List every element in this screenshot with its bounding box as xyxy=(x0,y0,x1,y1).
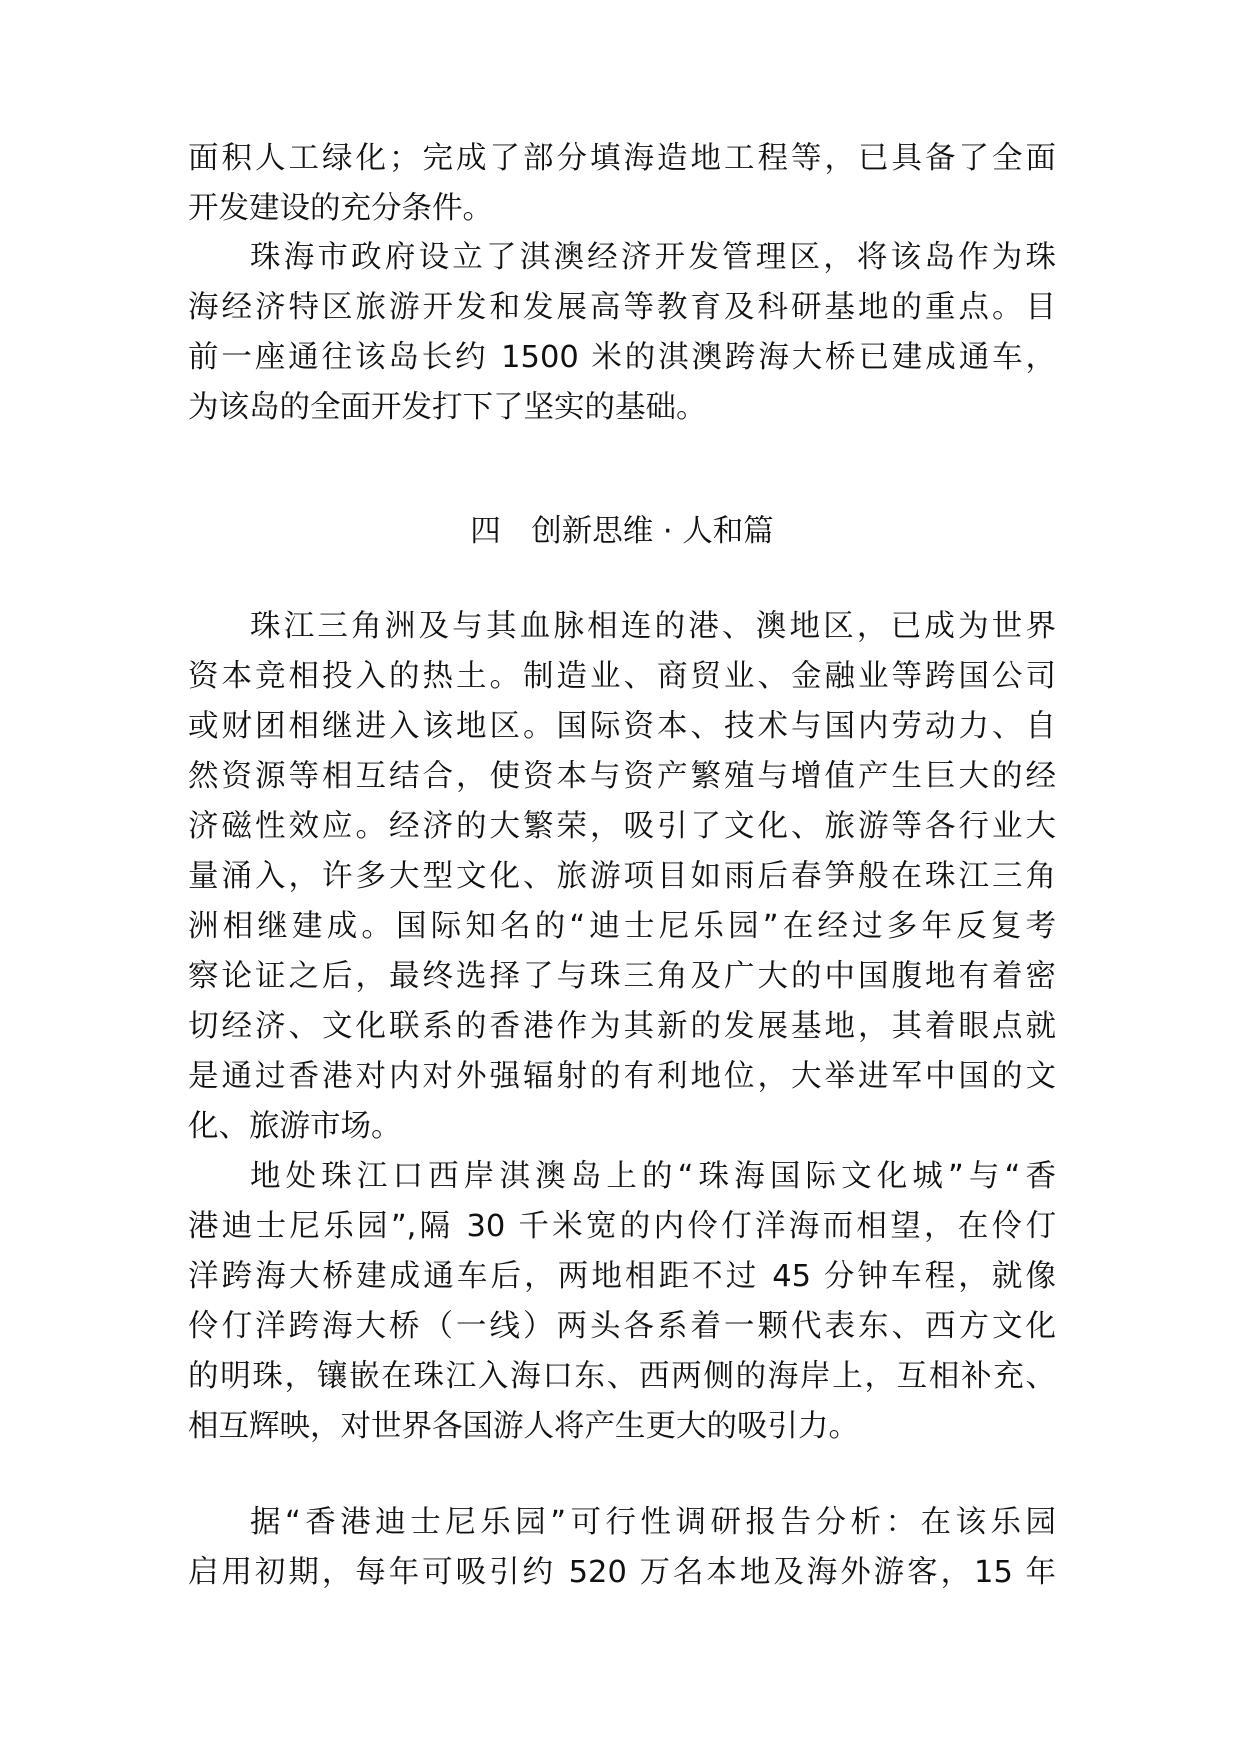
paragraph-4 xyxy=(188,1152,1056,1452)
paragraph-5 xyxy=(188,1498,1056,1598)
paragraph-line: 资本竞相投入的热土。制造业、商贸业、金融业等跨国公司 xyxy=(188,659,1056,694)
paragraph-line: 海经济特区旅游开发和发展高等教育及科研基地的重点。目 xyxy=(188,290,1056,325)
paragraph-line: 然资源等相互结合，使资本与资产繁殖与增值产生巨大的经 xyxy=(188,759,1056,794)
paragraph-line: 珠江三角洲及与其血脉相连的港、澳地区，已成为世界 xyxy=(250,609,1056,644)
paragraph-line: 化、旅游市场。 xyxy=(188,1109,402,1144)
paragraph-line: 量涌入，许多大型文化、旅游项目如雨后春笋般在珠江三角 xyxy=(188,859,1056,894)
paragraph-1 xyxy=(188,134,1056,234)
paragraph-line: 启用初期，每年可吸引约 520 万名本地及海外游客，15 年 xyxy=(188,1555,1056,1590)
paragraph-line: 前一座通往该岛长约 1500 米的淇澳跨海大桥已建成通车， xyxy=(188,340,1056,375)
paragraph-line: 洲相继建成。国际知名的“迪士尼乐园”在经过多年反复考 xyxy=(188,909,1056,944)
paragraph-line: 是通过香港对内对外强辐射的有利地位，大举进军中国的文 xyxy=(188,1059,1056,1094)
paragraph-line: 地处珠江口西岸淇澳岛上的“珠海国际文化城”与“香 xyxy=(250,1159,1056,1194)
paragraph-line: 为该岛的全面开发打下了坚实的基础。 xyxy=(188,390,707,425)
paragraph-line: 的明珠，镶嵌在珠江入海口东、西两侧的海岸上，互相补充、 xyxy=(188,1359,1056,1394)
paragraph-line: 切经济、文化联系的香港作为其新的发展基地，其着眼点就 xyxy=(188,1009,1056,1044)
paragraph-line: 面积人工绿化；完成了部分填海造地工程等，已具备了全面 xyxy=(188,141,1056,176)
paragraph-line: 港迪士尼乐园”,隔 30 千米宽的内伶仃洋海而相望，在伶仃 xyxy=(188,1209,1056,1244)
paragraph-line: 济磁性效应。经济的大繁荣，吸引了文化、旅游等各行业大 xyxy=(188,809,1056,844)
paragraph-line: 或财团相继进入该地区。国际资本、技术与国内劳动力、自 xyxy=(188,709,1056,744)
paragraph-line: 开发建设的充分条件。 xyxy=(188,191,493,226)
paragraph-line: 洋跨海大桥建成通车后，两地相距不过 45 分钟车程，就像 xyxy=(188,1259,1056,1294)
paragraph-line: 察论证之后，最终选择了与珠三角及广大的中国腹地有着密 xyxy=(188,959,1056,994)
paragraph-line: 珠海市政府设立了淇澳经济开发管理区，将该岛作为珠 xyxy=(250,240,1056,275)
paragraph-line: 相互辉映，对世界各国游人将产生更大的吸引力。 xyxy=(188,1409,859,1444)
section-heading: 四 创新思维 · 人和篇 xyxy=(470,514,774,549)
paragraph-2 xyxy=(188,233,1056,433)
paragraph-line: 伶仃洋跨海大桥（一线）两头各系着一颗代表东、西方文化 xyxy=(188,1309,1056,1344)
paragraph-3 xyxy=(188,602,1056,1152)
paragraph-line: 据“香港迪士尼乐园”可行性调研报告分析：在该乐园 xyxy=(250,1505,1056,1540)
